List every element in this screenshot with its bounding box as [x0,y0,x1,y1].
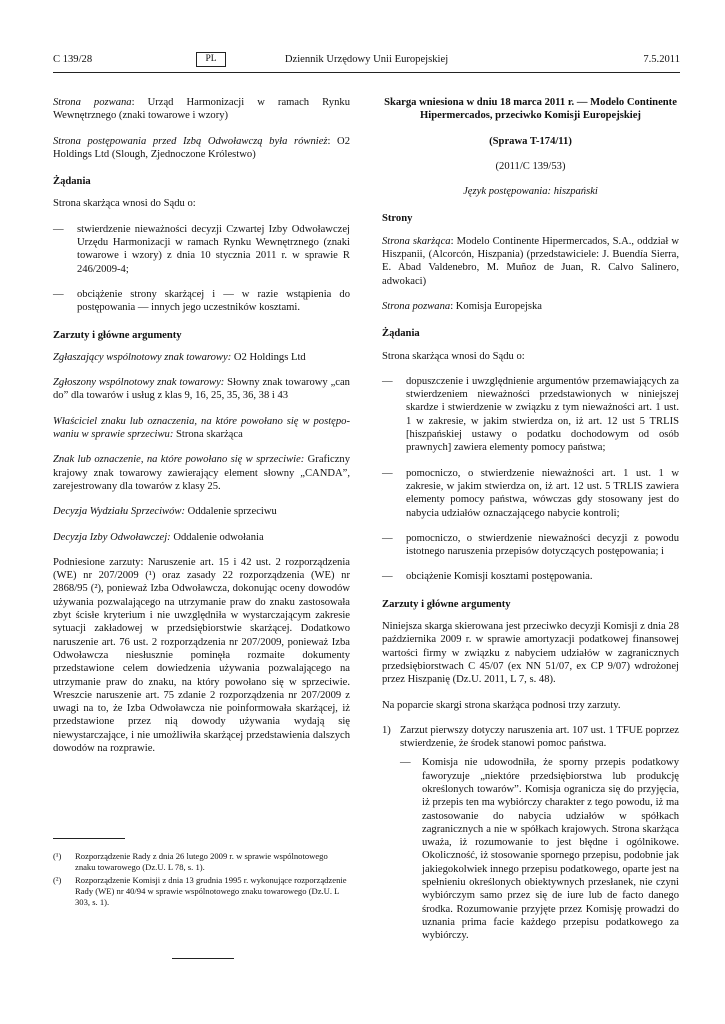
defendant-text: : Urząd Harmonizacji w ramach Rynku Wewnętrznego (znaki towarowe i wzory) [53,97,350,122]
owner-text: Strona skarżąca [173,429,243,441]
claims-heading: Żądania [53,176,91,188]
footnote-marker: (²) [53,874,62,885]
footnote-text: Rozporządzenie Komisji z dnia 13 grudnia 1995 r. wykonujące rozporządzenie Rady (WE) nr 40/94 w sprawie wspólnotowego znaku towarowego (Dz.U. L 303, s. 1). [75,874,347,908]
claim-text: pomocniczo, o stwierdzenie nieważności art. 1 ust. 1 w zakresie, w jakim stwierdza on, iż art. 12 ust. 5 TRLIS zawiera elementy pomocy państwa, wówczas gdy stosowany jest do nabycia udziałów oznaczającego nabycie kontroli; [406,467,679,519]
claims-intro: Strona skarżąca wnosi do Sądu o: [382,350,525,362]
claim-text: pomocniczo, o stwierdzenie nieważności decyzji z powodu istotnego naruszenia przepisów dotyczących postępowania; i [406,532,679,558]
claim-item [382,375,679,455]
owner-label: Właściciel znaku lub oznaczenia, na które powołano się w postępowaniu w sprawie sprzeciwu: [53,415,350,441]
journal-reference: C 139/28 [53,54,93,65]
applicant-mark-text: O2 Holdings Ltd [231,351,306,363]
plea-subitem-text: Komisja nie udowodniła, że sporny przepis podatkowy faworyzuje „niektóre przedsiębiorstwa lub produkcję określonych towarów”. Komisja ogranicza się do przyjęcia, iż przepis ten ma wybiórczy charakter z tego powodu, iż ma zastosowanie do nabycia udziałów w spółkach zagranicznych a nie w spółkach krajowych. Strona skarżąca uważa, iż rozumowanie to jest błędne i ogólnikowe. Okoliczność, iż stosowanie spornego przepisu, podobnie jak jakiegokolwiek innego przepisu podatkowego, oparte jest na spełnieniu określonych obiektywnych przesłanek, nie czyni wybiórczym samo przez się de iure lub de facto danego środka. Rozumowanie przyjęte przez Komisję prowadzi do uznania prima facie każdego przepisu podatkowego za wybiórczy. [422,757,679,942]
opposition-division-paragraph [53,505,350,518]
dash-marker: — [382,467,393,479]
earlier-mark-paragraph [53,453,350,493]
applicant-paragraph [382,235,679,288]
page-header [53,52,680,68]
dash-marker: — [53,223,64,235]
footnote-text: Rozporządzenie Rady z dnia 26 lutego 2009 r. w sprawie wspólnotowego znaku towarowego (Dz.U. L 78, s. 1). [75,851,328,873]
parties-heading: Strony [382,213,413,225]
mark-text: Słowny znak towarowy „can do” dla towarów i usług z klas 9, 16, 25, 35, 36, 38 i 43 [53,377,350,402]
publication-date: 7.5.2011 [643,54,680,65]
journal-title: Dziennik Urzędowy Unii Europejskiej [284,54,449,65]
header-divider [53,72,680,73]
pleas-paragraph [53,556,350,755]
pleas-text-part: oraz zasady 22 rozporządzenia (WE) nr 2868/95 [53,570,350,595]
board-decision-paragraph [53,531,350,544]
plea-item [382,724,679,751]
dash-marker: — [53,288,64,300]
case-title: Skarga wniesiona w dniu 18 marca 2011 r. — Modelo Continente Hipermercados, przeciwko Komisji Europejskiej [384,97,677,122]
plea-subitem [400,756,679,942]
applicant-mark-label: Zgłaszający wspólnotowy znak towarowy: [53,351,232,363]
applicant-text: : Modelo Continente Hipermercados, S.A., oddział w Hiszpanii, (Alcorcón, Hiszpania) (przedstawiciele: J. Buendía Sierra, E. Abad Valdenebro, M. Muñoz de Juan, R. Calvo Salinero, adwokaci) [382,235,679,287]
owner-paragraph [53,415,350,442]
language-code-box: PL [196,52,226,67]
other-party-paragraph [53,135,350,162]
claim-text: stwierdzenie nieważności decyzji Czwartej Izby Odwoławczej Urzędu Harmonizacji w ramach Rynku Wewnętrznego (znaki towarowe i wzory) z dnia 10 stycznia 2011 r. w sprawie R 246/2009-4; [77,223,350,275]
pleas-paragraph: Niniejsza skarga skierowana jest przeciwko decyzji Komisji z dnia 28 października 2009 r. w sprawie amortyzacji podatkowej finansowej wartości firmy w związku z nabyciem udziałów w zagranicznych przedsiębiorstwach C 45/07 (ex NN 51/07, ex CP 9/07) wdrożonej przez Hiszpanię (Dz.U. 2011, L 7, s. 48). [382,621,679,686]
mark-paragraph [53,376,350,403]
defendant-text: : Komisja Europejska [450,300,542,312]
right-column [382,96,679,943]
footnotes [53,851,350,909]
other-party-label: Strona postępowania przed Izbą Odwoławczą była również [53,135,328,147]
applicant-label: Strona skarżąca [382,235,451,247]
pleas-heading: Zarzuty i główne argumenty [382,598,511,610]
board-decision-label: Decyzja Izby Odwoławczej: [53,531,171,543]
earlier-mark-text: Graficzny krajowy znak towarowy zawierający element słowny „CANDA”, zarejestrowany dla towarów z klasy 25. [53,454,351,492]
footnote [53,851,350,874]
language-of-case-text: Język postępowania: hiszpański [463,186,598,198]
claim-item [53,288,350,315]
footnote-ref[interactable]: (²) [90,583,102,595]
claim-text: obciążenie strony skarżącej i — w razie wstąpienia do postępowania — innych jego uczestników kosztami. [77,288,350,314]
dash-marker: — [382,375,393,387]
mark-label: Zgłoszony wspólnotowy znak towarowy: [53,377,225,389]
claim-text: dopuszczenie i uwzględnienie argumentów przemawiających za stwierdzeniem nieważności przedstawionych w niniejszej skardze i stwierdzenie w związku z tym nieważności art. 1 ust. 1 w zakresie, w jakim stwierdza on, iż art. 12 ust 5 TRLIS [hiszpańskiej ustawy o podatku dochodowym od osób prawnych] zawiera elementy pomocy państwa; [406,375,679,454]
pleas-text-part: , ponieważ Izba Odwoławcza, dokonując oceny dowodów używania pozwalającego na utrzymanie praw do znaku zastosowała zbyt ścisłe kryterium i nie uwzględniła w wystarczającym zakresie sytuacji zakładowej w przedsiębiorstwie skarżącej. Dodatkowo naruszenie art. 76 ust. 2 rozporządzenia nr 207/2009, ponieważ Izba Odwoławcza niesłusznie pominęła rozmaite dokumenty przedstawione celem dowiedzenia używania pozwalającego na utrzymanie praw do znaku, na który powołano się w sprzeciwie. Wreszcie naruszenie art. 75 zdanie 2 rozporządzenia nr 207/2009 z uwagi na to, że Izba Odwoławcza nie poinformowała skarżącej, iż przedstawione przez nią dowody używania wydają się niewystarczające, i nie umożliwiła skarżącej przedstawienia dalszych dowodów na rozprawie. [53,583,350,754]
earlier-mark-label: Znak lub oznaczenie, na które powołano się w sprzeciwie: [53,454,305,466]
pleas-text-part: Podniesione zarzuty: Naruszenie art. 15 i 42 ust. 2 rozporządzenia (WE) nr 207/2009 [53,556,350,582]
claim-text: obciążenie Komisji kosztami postępowania. [406,571,593,583]
other-party-text: : O2 Holdings Ltd (Slough, Zjednoczone Królestwo) [53,135,351,160]
language-of-case [382,185,679,198]
board-decision-text: Oddalenie odwołania [170,531,264,543]
claim-item [382,570,679,583]
pleas-intro: Na poparcie skargi strona skarżąca podnosi trzy zarzuty. [382,699,621,711]
plea-number: 1) [382,724,391,736]
claim-item [382,532,679,559]
defendant-paragraph [53,96,350,123]
claims-heading: Żądania [382,328,420,340]
defendant-label: Strona pozwana [382,300,451,312]
oj-reference: (2011/C 139/53) [495,160,566,172]
dash-marker: — [400,757,411,769]
plea-text: Zarzut pierwszy dotyczy naruszenia art. 107 ust. 1 TFUE poprzez stwierdzenie, że środek stanowi pomoc państwa. [400,724,679,750]
opposition-division-label: Decyzja Wydziału Sprzeciwów: [53,506,186,518]
claims-intro: Strona skarżąca wnosi do Sądu o: [53,198,196,210]
defendant-label: Strona pozwana [53,97,132,108]
case-number: (Sprawa T-174/11) [489,135,572,147]
dash-marker: — [382,571,393,583]
footnote-marker: (¹) [53,851,62,861]
defendant-paragraph [382,300,679,313]
dash-marker: — [382,532,393,544]
opposition-division-text: Oddalenie sprzeciwu [185,506,277,518]
claim-item [53,223,350,276]
footnote-divider [53,838,125,839]
pleas-heading: Zarzuty i główne argumenty [53,329,182,341]
footnote-ref[interactable]: (¹) [145,570,156,582]
end-divider [172,958,234,959]
claim-item [382,467,679,520]
footnote [53,875,350,909]
left-column [53,96,350,767]
applicant-mark-paragraph [53,351,350,364]
